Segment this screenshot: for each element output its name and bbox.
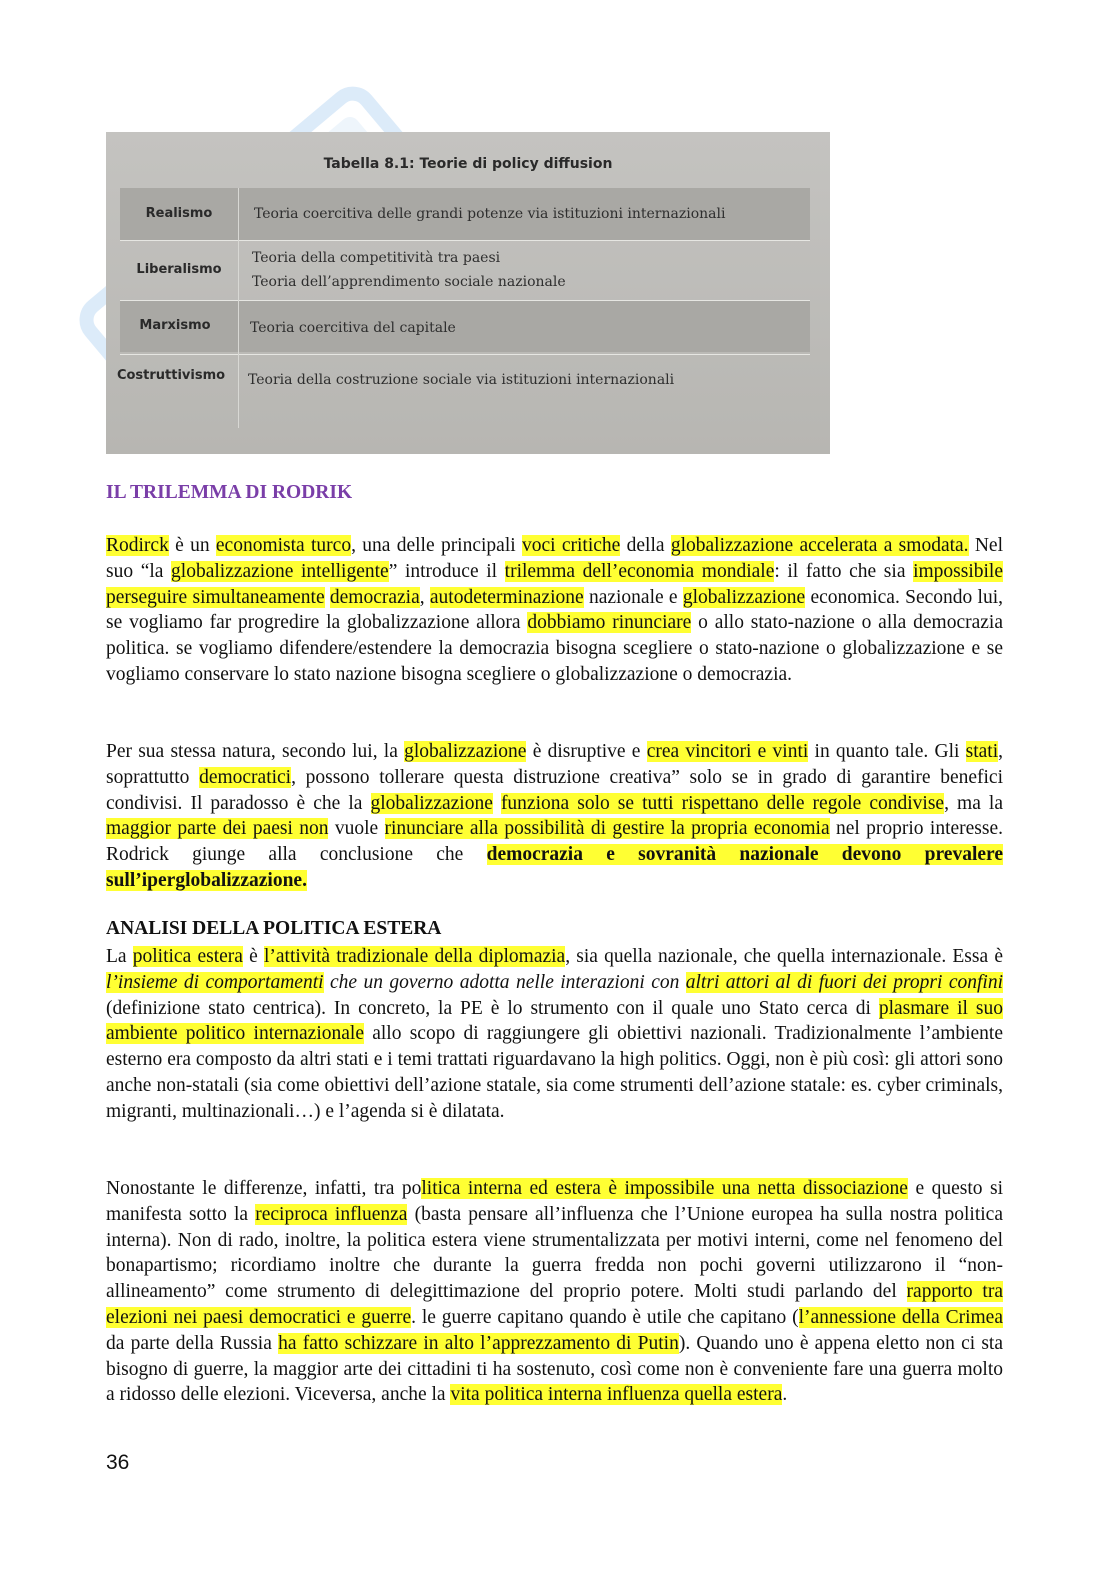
table-divider xyxy=(120,240,810,241)
text-run: che un governo adotta nelle interazioni con xyxy=(323,971,686,993)
highlighted-text: democrazia e sovranità nazionale devono prevalere sull’iperglobalizzazione. xyxy=(106,844,1003,891)
text-run: è un xyxy=(168,535,216,556)
page-number: 36 xyxy=(106,1451,130,1474)
highlighted-text: globalizzazione xyxy=(682,586,806,608)
table-divider xyxy=(120,354,810,355)
text-run: è xyxy=(242,946,264,967)
highlighted-text: l’attività tradizionale della diplomazia xyxy=(263,946,566,967)
text-run: in quanto tale. Gli xyxy=(808,741,966,762)
section-title: ANALISI DELLA POLITICA ESTERA xyxy=(106,918,442,939)
highlighted-text: democratici xyxy=(199,766,292,788)
table-theory: Teoria della competitività tra paesi xyxy=(252,250,501,266)
table-divider xyxy=(120,300,810,301)
text-run: : il fatto che sia xyxy=(774,560,914,582)
text-run: Nel suo “la xyxy=(106,535,1004,582)
highlighted-text: plasmare il suo ambiente politico internazionale xyxy=(106,997,1003,1045)
text-run: allo scopo di raggiungere gli obiettivi nazionali. Tradizionalmente l’ambiente esterno era composto da altri stati e i temi trattati riguardavano la high politics. Oggi, non è più così: gli attori sono anche non-statali (sia come obiettivi dell’azione statale, sia come strumenti dell’azione statale: es. cyber criminals, migranti, multinazionali…) e l’agenda si è dilatata. xyxy=(106,1023,1004,1122)
text-run: (basta pensare all’influenza che l’Unione europea ha sulla nostra politica interna). Non di rado, inoltre, la politica estera viene strumentalizzata per motivi interni, come nel fenomeno del bonapartismo; ricordiamo inoltre che durante la guerra fredda non pochi governi utilizzarono il “non-allineamento” come strumento di delegittimazione del proprio potere. Molti studi parlando del xyxy=(106,1203,1003,1303)
table-theory: Teoria coercitiva delle grandi potenze via istituzioni internazionali xyxy=(254,206,726,222)
text-run xyxy=(493,793,501,814)
highlighted-text: maggior parte dei paesi non xyxy=(106,818,329,840)
text-run: , xyxy=(419,586,430,608)
text-run: della xyxy=(620,535,671,556)
table-column-divider xyxy=(238,188,239,428)
highlighted-text: altri attori al di fuori dei propri confini xyxy=(685,971,1003,993)
highlighted-text: globalizzazione xyxy=(404,741,527,762)
text-run: . xyxy=(782,1384,788,1406)
highlighted-text: rinunciare alla possibilità di gestire la propria economia xyxy=(384,818,830,840)
highlighted-text: funziona solo se tutti rispettano delle regole condivise xyxy=(500,792,945,814)
text-run: nazionale e xyxy=(583,586,683,608)
paragraph-foreign-policy-definition xyxy=(106,944,1003,1125)
text-run: economica. Secondo lui, se vogliamo far progredire la globalizzazione allora xyxy=(106,586,1003,634)
text-run: da parte della Russia xyxy=(106,1332,279,1354)
text-run: , possono tollerare questa distruzione creativa” solo se in grado di garantire benefici condivisi. Il paradosso è che la xyxy=(106,766,1003,814)
highlighted-text: globalizzazione accelerata a smodata. xyxy=(670,535,969,556)
highlighted-text: impossibile perseguire simultaneamente xyxy=(106,560,1003,608)
highlighted-text: democrazia xyxy=(329,586,420,608)
highlighted-text: globalizzazione xyxy=(370,792,493,814)
highlighted-text: autodeterminazione xyxy=(429,586,584,608)
text-run: (definizione stato centrica). In concreto, la PE è lo strumento con il quale uno Stato cerca di xyxy=(106,997,879,1019)
highlighted-text: crea vincitori e vinti xyxy=(646,741,809,762)
highlighted-text: rapporto tra elezioni nei paesi democratici e guerre xyxy=(106,1281,1003,1328)
highlighted-text: economista turco xyxy=(215,535,352,556)
table-photo xyxy=(106,132,830,454)
text-run: nel proprio interesse. Rodrick giunge alla conclusione che xyxy=(106,818,1004,866)
paragraph xyxy=(106,739,1003,894)
text-run: La xyxy=(106,946,133,967)
highlighted-text: vita politica interna influenza quella estera xyxy=(450,1384,783,1406)
highlighted-text: litica interna ed estera è impossibile una netta dissociazione xyxy=(421,1178,908,1199)
highlighted-text: reciproca influenza xyxy=(255,1203,408,1225)
highlighted-text: l’annessione della Crimea xyxy=(798,1306,1003,1328)
highlighted-text: l’insieme di comportamenti xyxy=(106,971,324,993)
text-run: ). Quando uno è appena eletto non ci sta bisogno di guerre, la maggior arte dei cittadini ti ha sostenuto, così come non è conveniente fare una guerra molto a ridosso delle elezioni. Viceversa, anche la xyxy=(106,1332,1004,1406)
table-school: Costruttivismo xyxy=(116,368,226,383)
table-theory: Teoria della costruzione sociale via istituzioni internazionali xyxy=(248,372,675,388)
table-school: Liberalismo xyxy=(136,262,222,277)
paragraph xyxy=(106,1176,1003,1408)
highlighted-text: voci critiche xyxy=(521,535,621,556)
highlighted-text: politica estera xyxy=(132,946,243,967)
text-run: , ma la xyxy=(944,792,1004,814)
text-run: , soprattutto xyxy=(106,741,1004,788)
paragraph xyxy=(106,533,1003,688)
paragraph-trilemma-intro xyxy=(106,533,1003,688)
highlighted-text: stati xyxy=(965,741,999,762)
text-run: è disruptive e xyxy=(526,741,647,762)
highlighted-text: globalizzazione intelligente xyxy=(171,560,389,582)
text-run: e questo si manifesta sotto la xyxy=(106,1178,1004,1225)
table-theory: Teoria dell’apprendimento sociale nazionale xyxy=(252,274,566,290)
highlighted-text: ha fatto schizzare in alto l’apprezzamento di Putin xyxy=(278,1332,679,1354)
paragraph xyxy=(106,944,1003,1125)
text-run: o allo stato-nazione o alla democrazia politica. se vogliamo difendere/estendere la democrazia bisogna scegliere o stato-nazione o globalizzazione e se vogliamo conservare lo stato nazione bisogna scegliere o globalizzazione o democrazia. xyxy=(106,612,1004,685)
text-run: . le guerre capitano quando è utile che capitano ( xyxy=(411,1306,799,1328)
text-run: Per sua stessa natura, secondo lui, la xyxy=(106,741,405,762)
text-run: , una delle principali xyxy=(351,535,522,556)
table-school: Marxismo xyxy=(139,318,211,333)
highlighted-text: dobbiamo rinunciare xyxy=(527,612,692,634)
text-run: vuole xyxy=(328,818,385,840)
text-run: , sia quella nazionale, che quella internazionale. Essa è xyxy=(565,946,1003,967)
highlighted-text: Rodirck xyxy=(106,535,169,556)
highlighted-text: trilemma dell’economia mondiale xyxy=(504,560,775,582)
text-run: ” introduce il xyxy=(388,560,505,582)
table-school: Realismo xyxy=(145,206,213,221)
table-caption: Tabella 8.1: Teorie di policy diffusion xyxy=(323,156,613,172)
paragraph-trilemma-conclusion xyxy=(106,739,1003,894)
section-title: IL TRILEMMA DI RODRIK xyxy=(106,482,353,503)
paragraph-domestic-foreign-link xyxy=(106,1176,1003,1408)
table-theory: Teoria coercitiva del capitale xyxy=(250,320,456,336)
text-run: Nonostante le differenze, infatti, tra po xyxy=(106,1178,422,1199)
